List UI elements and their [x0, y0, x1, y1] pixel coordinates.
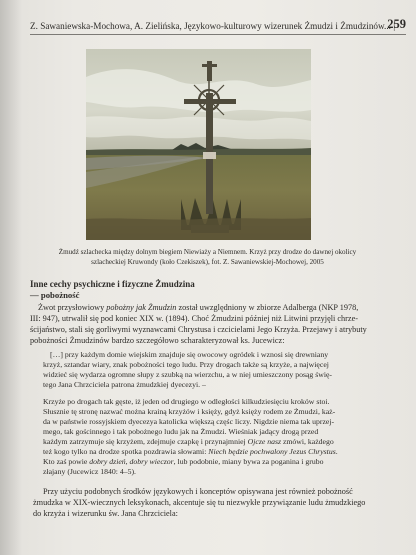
subsection-heading: — pobożność [30, 290, 80, 300]
caption-line: szlacheckiej Kruwondy (koło Czekiszek), fot. Z. Sawaniewskiej-Mochowej, 2005 [91, 257, 324, 266]
paragraph-line [38, 302, 358, 313]
quote-line [43, 457, 323, 467]
quote-text: też kogo tylko na drodze spotka pozdrawia słowami: [43, 447, 209, 456]
paragraph-line: Przy użyciu podobnych środków językowych i konceptów opisywana jest również pobożność [43, 487, 353, 496]
paragraph-line: ścijaństwo, stali się gorliwymi wyznawcami Chrystusa i czcicielami Jego Krzyża. Przejawy i atrybuty [30, 325, 367, 334]
quote-line: widzieć się wydarza ogromne słupy z szubką na wierzchu, a w niej umieszczony posąg świę- [43, 370, 333, 379]
quote-line: mego, tak gościnnego i tak pobożnego ludu jak na Żmudzi. Wieśniak jadący drogą przed [43, 427, 319, 436]
quote-line: da w państwie rossyjskiem dyecezya katolicka większą częśc liczy. Nigdzie niema tak uprzej- [43, 417, 335, 426]
photo-illustration [86, 49, 311, 240]
quote-line: krzyż, sztandar wiary, znak pobożności tego ludu. Przy drogach także są krzyże, a najwięcej [43, 360, 329, 369]
quote-line: Słusznie tę stronę nazwać można krainą krzyżów i księży, gdyż księży rodem ze Żmudzi, każ- [43, 407, 336, 416]
quote-text: Kto zaś powie [43, 457, 90, 466]
emphasized-phrase: pobożny jak Żmudzin [106, 303, 177, 312]
quote-line [43, 447, 338, 457]
quote-line: złajany (Jucewicz 1840: 4–5). [43, 467, 136, 476]
emphasized-phrase: Ojcze nasz [247, 437, 282, 446]
roadside-cross-photo [86, 49, 311, 240]
quote-text: , lub podobnie, miany bywa za poganina i grubo [173, 457, 324, 466]
paragraph-line: pobożności Żmudzinów bardzo szczegółowo scharakteryzował ks. Jucewicz: [30, 336, 285, 345]
section-heading: Inne cechy psychiczne i fizyczne Żmudzina [30, 279, 195, 289]
paragraph-line: do krzyża i wizerunku św. Jana Chrzciciela: [33, 509, 178, 518]
figure-caption [30, 248, 385, 267]
quote-line [43, 437, 334, 447]
quote-line: tego Jana Chrzciciela patrona żmudzkiej dyecezyi. – [43, 380, 206, 389]
quote-line: […] przy każdym domie wiejskim znajduje się owocowy ogródek i wznosi się drewniany [50, 350, 329, 359]
page-binding-shadow [0, 0, 22, 555]
running-title: Z. Sawaniewska-Mochowa, A. Zielińska, Językowo-kulturowy wizerunek Żmudzi i Żmudzinów... | [30, 21, 396, 31]
paragraph-text: został uwzględniony w zbiorze Adalberga (NKP 1978, [176, 303, 359, 312]
paragraph-text: Żwot przysłowiowy [38, 303, 107, 312]
paragraph-line: III: 947), utrwalił się pod koniec XIX w. (1894). Choć Żmudzini później niż Litwini przyjęli chrze- [30, 314, 358, 323]
running-header [30, 14, 406, 35]
caption-line: Żmudź szlachecka między dolnym biegiem Niewiaży a Niemnem. Krzyż przy drodze do dawnej okolicy [58, 248, 357, 256]
quote-text: zmówi, każdego [281, 437, 334, 446]
page-number: 259 [387, 17, 406, 31]
emphasized-phrase: dobry dzień, dobry wieczor [89, 457, 174, 466]
emphasized-phrase: Niech będzie pochwalony Jezus Chrystus [208, 447, 336, 456]
quote-line: Krzyże po drogach tak gęste, iż jeden od drugiego w odległości kilkudziesięciu kroków stoi. [43, 397, 330, 406]
quote-text: . [335, 447, 338, 456]
paragraph-line: żmudzka w XIX-wiecznych leksykonach, akcentuje się tu niezwykłe przywiązanie ludu żmudzkiego [33, 498, 366, 507]
quote-text: każdym zatrzymuje się krzyżem, zdejmuje czapkę i przynajmniej [43, 437, 248, 446]
